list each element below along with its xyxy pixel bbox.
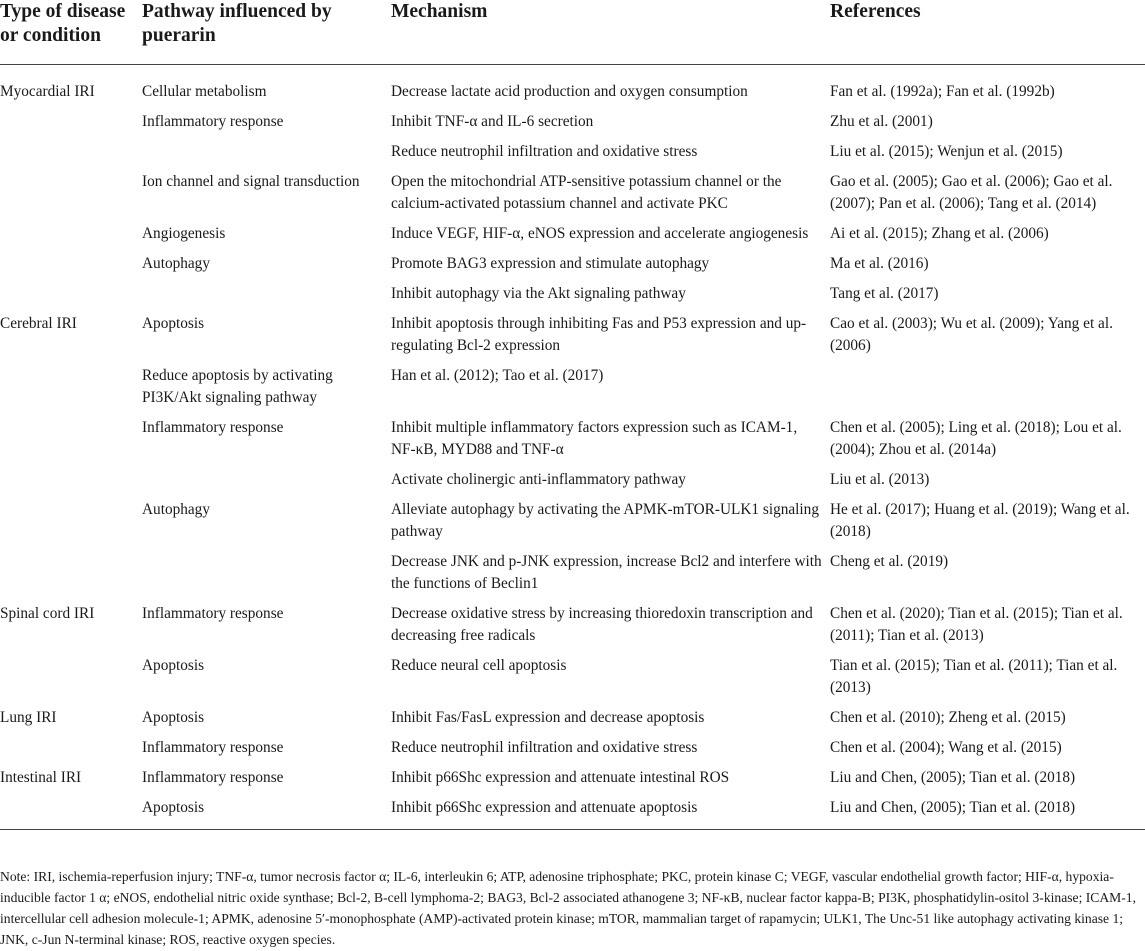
mechanism-cell xyxy=(383,164,822,216)
references-cell-text: He et al. (2017); Huang et al. (2019); Wang et al. (2018) xyxy=(830,501,1130,540)
disease-cell-text xyxy=(0,276,130,284)
pathway-cell xyxy=(130,730,383,760)
table-header-row xyxy=(0,0,1145,65)
pathway-cell-text: Apoptosis xyxy=(142,799,205,816)
mechanism-cell-text: Alleviate autophagy by activating the APMK-mTOR-ULK1 signaling pathway xyxy=(391,501,819,540)
mechanism-cell-text: Inhibit p66Shc expression and attenuate apoptosis xyxy=(391,799,698,816)
disease-cell xyxy=(0,544,130,596)
table-body xyxy=(0,65,1145,830)
table-row xyxy=(0,216,1145,246)
mechanism-cell xyxy=(383,104,822,134)
references-cell xyxy=(822,216,1145,246)
disease-cell xyxy=(0,164,130,216)
disease-cell xyxy=(0,276,130,306)
references-cell-text: Liu and Chen, (2005); Tian et al. (2018) xyxy=(830,799,1076,816)
table-row xyxy=(0,276,1145,306)
table-row xyxy=(0,730,1145,760)
mechanism-cell-text: Open the mitochondrial ATP-sensitive potassium channel or the calcium-activated potassium channel and activate PKC xyxy=(391,173,782,212)
table-row xyxy=(0,246,1145,276)
disease-cell xyxy=(0,246,130,276)
pathway-cell xyxy=(130,492,383,544)
table-row xyxy=(0,700,1145,730)
mechanism-cell-text: Inhibit TNF-α and IL-6 secretion xyxy=(391,113,594,130)
mechanism-cell xyxy=(383,65,822,105)
references-cell-text: Fan et al. (1992a); Fan et al. (1992b) xyxy=(830,83,1055,100)
disease-cell-text: Myocardial IRI xyxy=(0,83,95,100)
disease-cell-text: Spinal cord IRI xyxy=(0,605,95,622)
references-cell-text: Tian et al. (2015); Tian et al. (2011); Tian et al. (2013) xyxy=(830,657,1118,696)
pathway-cell xyxy=(130,358,383,410)
header-references: References xyxy=(822,0,1145,65)
table-row xyxy=(0,410,1145,462)
table-row xyxy=(0,134,1145,164)
pathway-cell xyxy=(130,276,383,306)
disease-cell-text xyxy=(0,544,130,552)
disease-cell xyxy=(0,492,130,544)
references-cell xyxy=(822,492,1145,544)
pathway-cell-text: Inflammatory response xyxy=(142,769,284,786)
pathway-cell xyxy=(130,790,383,830)
references-cell-text: Chen et al. (2010); Zheng et al. (2015) xyxy=(830,709,1066,726)
mechanism-cell xyxy=(383,216,822,246)
mechanism-cell-text: Reduce neutrophil infiltration and oxidative stress xyxy=(391,739,698,756)
references-cell-text: Ai et al. (2015); Zhang et al. (2006) xyxy=(830,225,1049,242)
disease-cell xyxy=(0,790,130,830)
pathway-cell xyxy=(130,596,383,648)
table-row xyxy=(0,492,1145,544)
mechanism-cell xyxy=(383,648,822,700)
mechanism-cell xyxy=(383,246,822,276)
table-row xyxy=(0,462,1145,492)
mechanism-cell-text: Inhibit apoptosis through inhibiting Fas and P53 expression and up-regulating Bcl-2 expression xyxy=(391,315,807,354)
pathway-cell-text: Inflammatory response xyxy=(142,419,284,436)
mechanism-cell xyxy=(383,134,822,164)
pathway-cell xyxy=(130,462,383,492)
mechanism-cell xyxy=(383,306,822,358)
pathway-cell xyxy=(130,306,383,358)
disease-cell-text: Lung IRI xyxy=(0,709,57,726)
pathway-cell xyxy=(130,134,383,164)
mechanism-cell xyxy=(383,730,822,760)
pathway-cell-text: Angiogenesis xyxy=(142,225,226,242)
pathway-cell xyxy=(130,760,383,790)
disease-cell-text xyxy=(0,410,130,418)
references-cell xyxy=(822,760,1145,790)
references-cell xyxy=(822,306,1145,358)
disease-cell xyxy=(0,104,130,134)
disease-cell-text xyxy=(0,462,130,470)
mechanism-cell xyxy=(383,760,822,790)
disease-cell xyxy=(0,700,130,730)
mechanism-cell-text: Induce VEGF, HIF-α, eNOS expression and accelerate angiogenesis xyxy=(391,225,809,242)
disease-cell xyxy=(0,306,130,358)
mechanism-cell-text: Promote BAG3 expression and stimulate autophagy xyxy=(391,255,710,272)
disease-cell xyxy=(0,596,130,648)
disease-cell xyxy=(0,134,130,164)
references-cell-text xyxy=(822,358,1145,366)
references-cell-text: Chen et al. (2004); Wang et al. (2015) xyxy=(830,739,1062,756)
pathway-cell-text: Apoptosis xyxy=(142,657,205,674)
mechanism-cell-text: Inhibit autophagy via the Akt signaling pathway xyxy=(391,285,686,302)
disease-cell xyxy=(0,358,130,410)
table-row xyxy=(0,65,1145,105)
references-cell xyxy=(822,596,1145,648)
references-cell xyxy=(822,730,1145,760)
pathway-cell-text: Reduce apoptosis by activating PI3K/Akt signaling pathway xyxy=(142,367,333,406)
disease-cell-text xyxy=(0,492,130,500)
pathway-cell-text xyxy=(130,134,383,142)
mechanism-cell xyxy=(383,358,822,410)
header-pathway: Pathway influenced by puerarin xyxy=(130,0,383,65)
mechanism-cell-text: Inhibit Fas/FasL expression and decrease apoptosis xyxy=(391,709,705,726)
disease-cell-text xyxy=(0,134,130,142)
mechanism-cell xyxy=(383,276,822,306)
disease-cell-text xyxy=(0,216,130,224)
references-cell-text: Ma et al. (2016) xyxy=(830,255,929,272)
references-cell xyxy=(822,134,1145,164)
references-cell-text: Cao et al. (2003); Wu et al. (2009); Yang et al. (2006) xyxy=(830,315,1113,354)
disease-cell-text xyxy=(0,648,130,656)
pathway-cell-text: Cellular metabolism xyxy=(142,83,267,100)
references-cell xyxy=(822,700,1145,730)
pathway-cell xyxy=(130,700,383,730)
references-cell-text: Gao et al. (2005); Gao et al. (2006); Gao et al. (2007); Pan et al. (2006); Tang et al. (2014) xyxy=(830,173,1113,212)
pathway-cell-text: Inflammatory response xyxy=(142,739,284,756)
references-cell xyxy=(822,790,1145,830)
pathway-cell xyxy=(130,164,383,216)
disease-cell-text xyxy=(0,358,130,366)
references-cell xyxy=(822,104,1145,134)
mechanism-cell-text: Activate cholinergic anti-inflammatory pathway xyxy=(391,471,686,488)
disease-cell xyxy=(0,462,130,492)
disease-cell-text xyxy=(0,730,130,738)
disease-cell-text: Cerebral IRI xyxy=(0,315,77,332)
pathway-cell-text xyxy=(130,276,383,284)
references-cell xyxy=(822,246,1145,276)
references-cell-text: Liu et al. (2015); Wenjun et al. (2015) xyxy=(830,143,1063,160)
disease-cell-text xyxy=(0,246,130,254)
disease-cell-text xyxy=(0,104,130,112)
references-cell-text: Liu et al. (2013) xyxy=(830,471,930,488)
table-row xyxy=(0,164,1145,216)
pathway-cell xyxy=(130,648,383,700)
table-row xyxy=(0,358,1145,410)
pathway-cell-text xyxy=(130,462,383,470)
mechanism-cell-text: Decrease oxidative stress by increasing thioredoxin transcription and decreasing free radicals xyxy=(391,605,813,644)
table-footnote: Note: IRI, ischemia-reperfusion injury; TNF-α, tumor necrosis factor α; IL-6, interleukin 6; ATP, adenosine triphosphate; PKC, protein kinase C; VEGF, vascular endothelial growth factor; HIF-α, hypoxia-inducible factor 1 α; eNOS, endothelial nitric oxide synthase; Bcl-2, B-cell lymphoma-2; BAG3, Bcl-2 associated athanogene 3; NF-κB, nuclear factor kappa-B; PI3K, phosphatidylin-ositol 3-kinase; ICAM-1, intercellular cell adhesion molecule-1; APMK, adenosine 5′-monophosphate (AMP)-activated protein kinase; mTOR, mammalian target of rapamycin; ULK1, The Unc-51 like autophagy activating kinase 1; JNK, c-Jun N-terminal kinase; ROS, reactive oxygen species. xyxy=(0,869,1136,947)
references-cell-text: Cheng et al. (2019) xyxy=(830,553,949,570)
references-cell-text: Tang et al. (2017) xyxy=(830,285,939,302)
pathway-cell-text: Autophagy xyxy=(142,501,210,518)
mechanism-cell-text: Reduce neural cell apoptosis xyxy=(391,657,567,674)
references-cell xyxy=(822,544,1145,596)
mechanism-cell-text: Reduce neutrophil infiltration and oxidative stress xyxy=(391,143,698,160)
table-row xyxy=(0,544,1145,596)
header-disease: Type of disease or condition xyxy=(0,0,130,65)
table-row xyxy=(0,596,1145,648)
mechanism-cell-text: Inhibit multiple inflammatory factors expression such as ICAM-1, NF-κB, MYD88 and TNF-α xyxy=(391,419,798,458)
references-cell xyxy=(822,410,1145,462)
header-mechanism: Mechanism xyxy=(383,0,822,65)
mechanism-cell-text: Inhibit p66Shc expression and attenuate intestinal ROS xyxy=(391,769,730,786)
pathway-cell-text: Inflammatory response xyxy=(142,605,284,622)
table-row xyxy=(0,104,1145,134)
disease-cell xyxy=(0,65,130,105)
disease-cell xyxy=(0,730,130,760)
references-cell xyxy=(822,462,1145,492)
mechanism-cell xyxy=(383,544,822,596)
mechanism-cell xyxy=(383,462,822,492)
pathway-cell xyxy=(130,410,383,462)
references-cell xyxy=(822,648,1145,700)
mechanism-cell xyxy=(383,410,822,462)
table-row xyxy=(0,648,1145,700)
disease-cell-text xyxy=(0,790,130,807)
pathway-cell-text: Autophagy xyxy=(142,255,210,272)
mechanism-cell xyxy=(383,700,822,730)
pathway-cell xyxy=(130,216,383,246)
pathway-cell xyxy=(130,104,383,134)
mechanism-cell-text: Han et al. (2012); Tao et al. (2017) xyxy=(391,367,604,384)
table-row xyxy=(0,760,1145,790)
mechanism-cell xyxy=(383,492,822,544)
references-cell xyxy=(822,164,1145,216)
mechanism-cell xyxy=(383,790,822,830)
pathway-cell-text: Apoptosis xyxy=(142,709,205,726)
pathway-cell-text xyxy=(130,544,383,552)
mechanism-cell-text: Decrease lactate acid production and oxygen consumption xyxy=(391,83,748,100)
mechanism-cell-text: Decrease JNK and p-JNK expression, increase Bcl2 and interfere with the functions of Beclin1 xyxy=(391,553,822,592)
references-cell-text: Zhu et al. (2001) xyxy=(830,113,933,130)
mechanism-cell xyxy=(383,596,822,648)
references-cell-text: Chen et al. (2020); Tian et al. (2015); Tian et al. (2011); Tian et al. (2013) xyxy=(830,605,1123,644)
references-cell xyxy=(822,276,1145,306)
table-row xyxy=(0,790,1145,830)
pathway-cell-text: Ion channel and signal transduction xyxy=(142,173,360,190)
pathway-cell-text: Apoptosis xyxy=(142,315,205,332)
disease-cell xyxy=(0,216,130,246)
table-row xyxy=(0,306,1145,358)
disease-cell-text xyxy=(0,164,130,172)
pathway-cell xyxy=(130,544,383,596)
references-cell xyxy=(822,358,1145,410)
disease-cell-text: Intestinal IRI xyxy=(0,769,82,786)
references-cell-text: Chen et al. (2005); Ling et al. (2018); Lou et al. (2004); Zhou et al. (2014a) xyxy=(830,419,1122,458)
disease-cell xyxy=(0,760,130,790)
pathway-cell-text: Inflammatory response xyxy=(142,113,284,130)
disease-cell xyxy=(0,410,130,462)
pathway-cell xyxy=(130,65,383,105)
references-cell-text: Liu and Chen, (2005); Tian et al. (2018) xyxy=(830,769,1076,786)
disease-cell xyxy=(0,648,130,700)
pathway-cell xyxy=(130,246,383,276)
references-cell xyxy=(822,65,1145,105)
